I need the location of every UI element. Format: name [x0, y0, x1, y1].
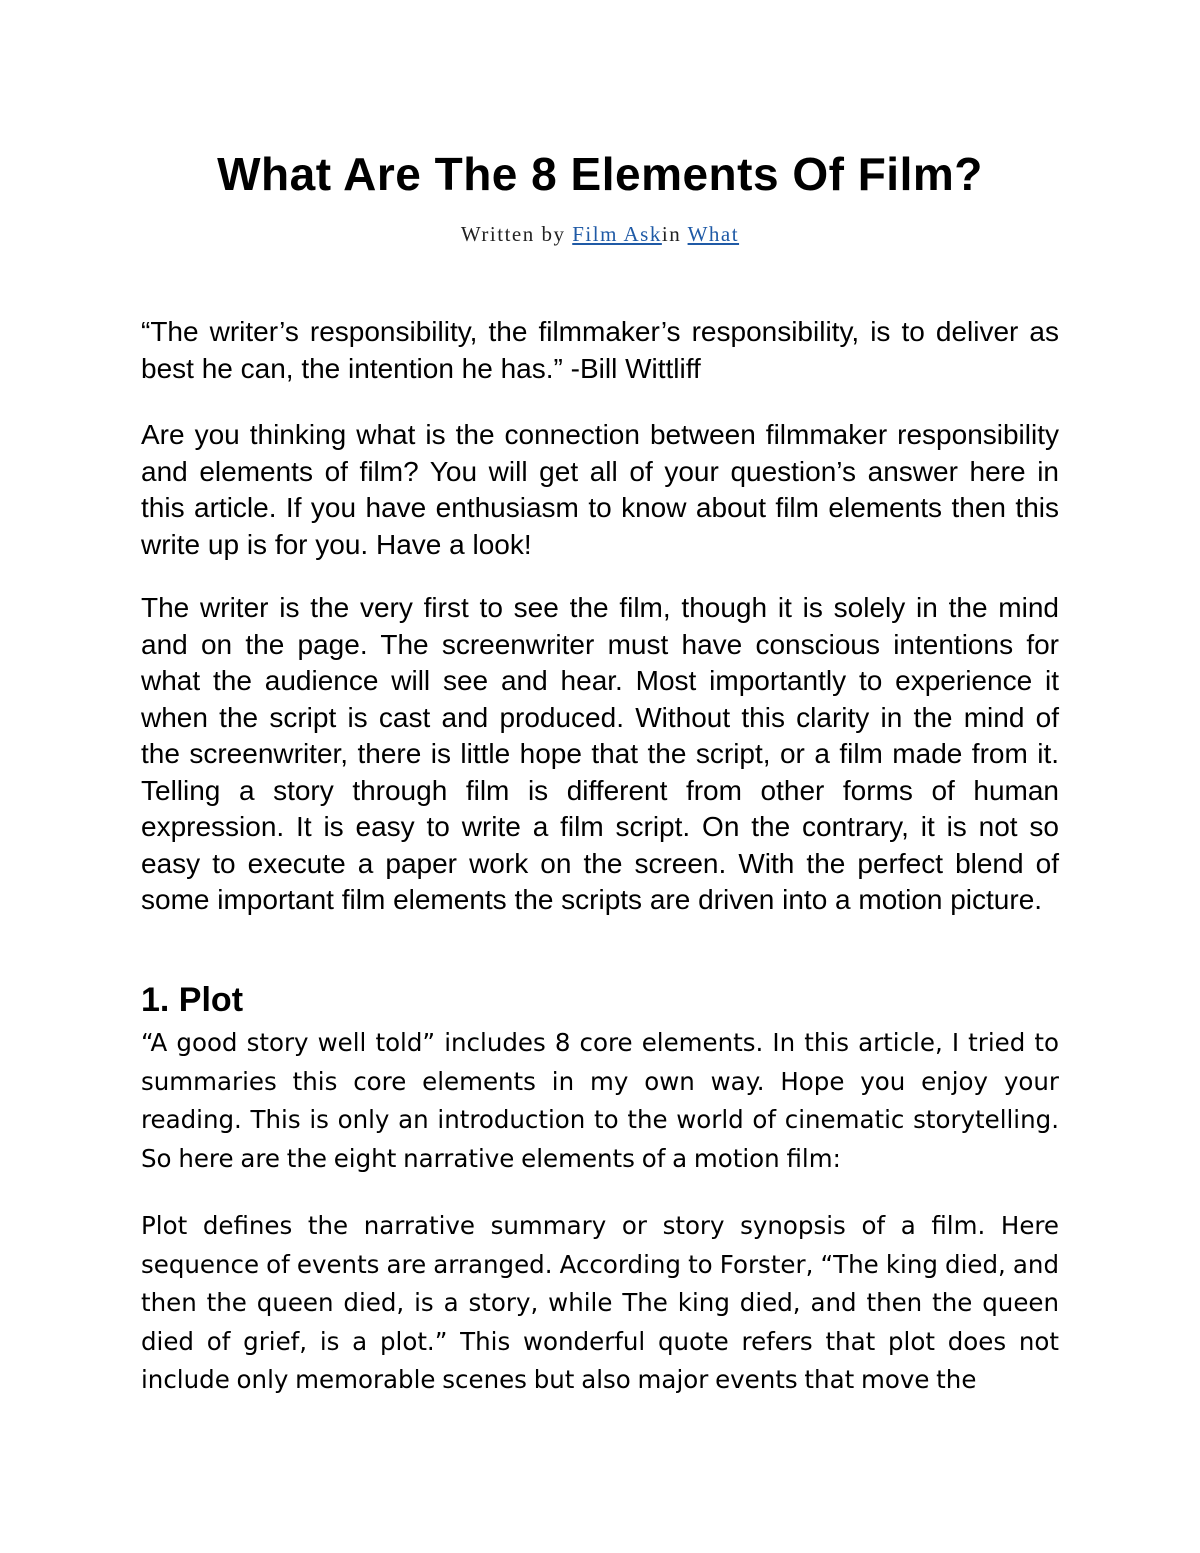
byline-prefix: Written by: [460, 222, 573, 246]
quote-paragraph: “The writer’s responsibility, the filmmaker’s responsibility, is to deliver as best he can, the intention he has.” -Bill Wittliff: [141, 316, 1059, 384]
writer-paragraph: The writer is the very first to see the film, though it is solely in the mind and on the page. The screenwriter must have conscious intentions for what the audience will see and hear. Most importantly to experience it when the script is cast and produced. Without this clarity in the mind of the screenwriter, there is little hope that the script, or a film made from it. Telling a story through film is different from other forms of human expression. It is easy to write a film script. On the contrary, it is not so easy to execute a paper work on the screen. With the perfect blend of some important film elements the scripts are driven into a motion picture.: [141, 592, 1059, 915]
page-title: What Are The 8 Elements Of Film?: [217, 148, 983, 200]
plot-definition-paragraph: Plot defines the narrative summary or story synopsis of a film. Here sequence of events are arranged. According to Forster, “The king died, and then the queen died, is a story, while The king died, and then the queen died of grief, is a plot.” This wonderful quote refers that plot does not include only memorable scenes but also major events that move the: [141, 1211, 1059, 1394]
byline-middle: in: [661, 222, 688, 246]
intro-paragraph: Are you thinking what is the connection between filmmaker responsibility and elements of film? You will get all of your question’s answer here in this article. If you have enthusiasm to know about film elements then this write up is for you. Have a look!: [141, 419, 1059, 560]
author-link[interactable]: Film Ask: [572, 222, 662, 246]
byline: [141, 220, 1059, 248]
category-link[interactable]: What: [687, 222, 740, 246]
section-heading-plot: 1. Plot: [141, 981, 244, 1019]
plot-intro-paragraph: “A good story well told” includes 8 core elements. In this article, I tried to summaries this core elements in my own way. Hope you enjoy your reading. This is only an introduction to the world of cinematic storytelling. So here are the eight narrative elements of a motion film:: [141, 1028, 1059, 1173]
